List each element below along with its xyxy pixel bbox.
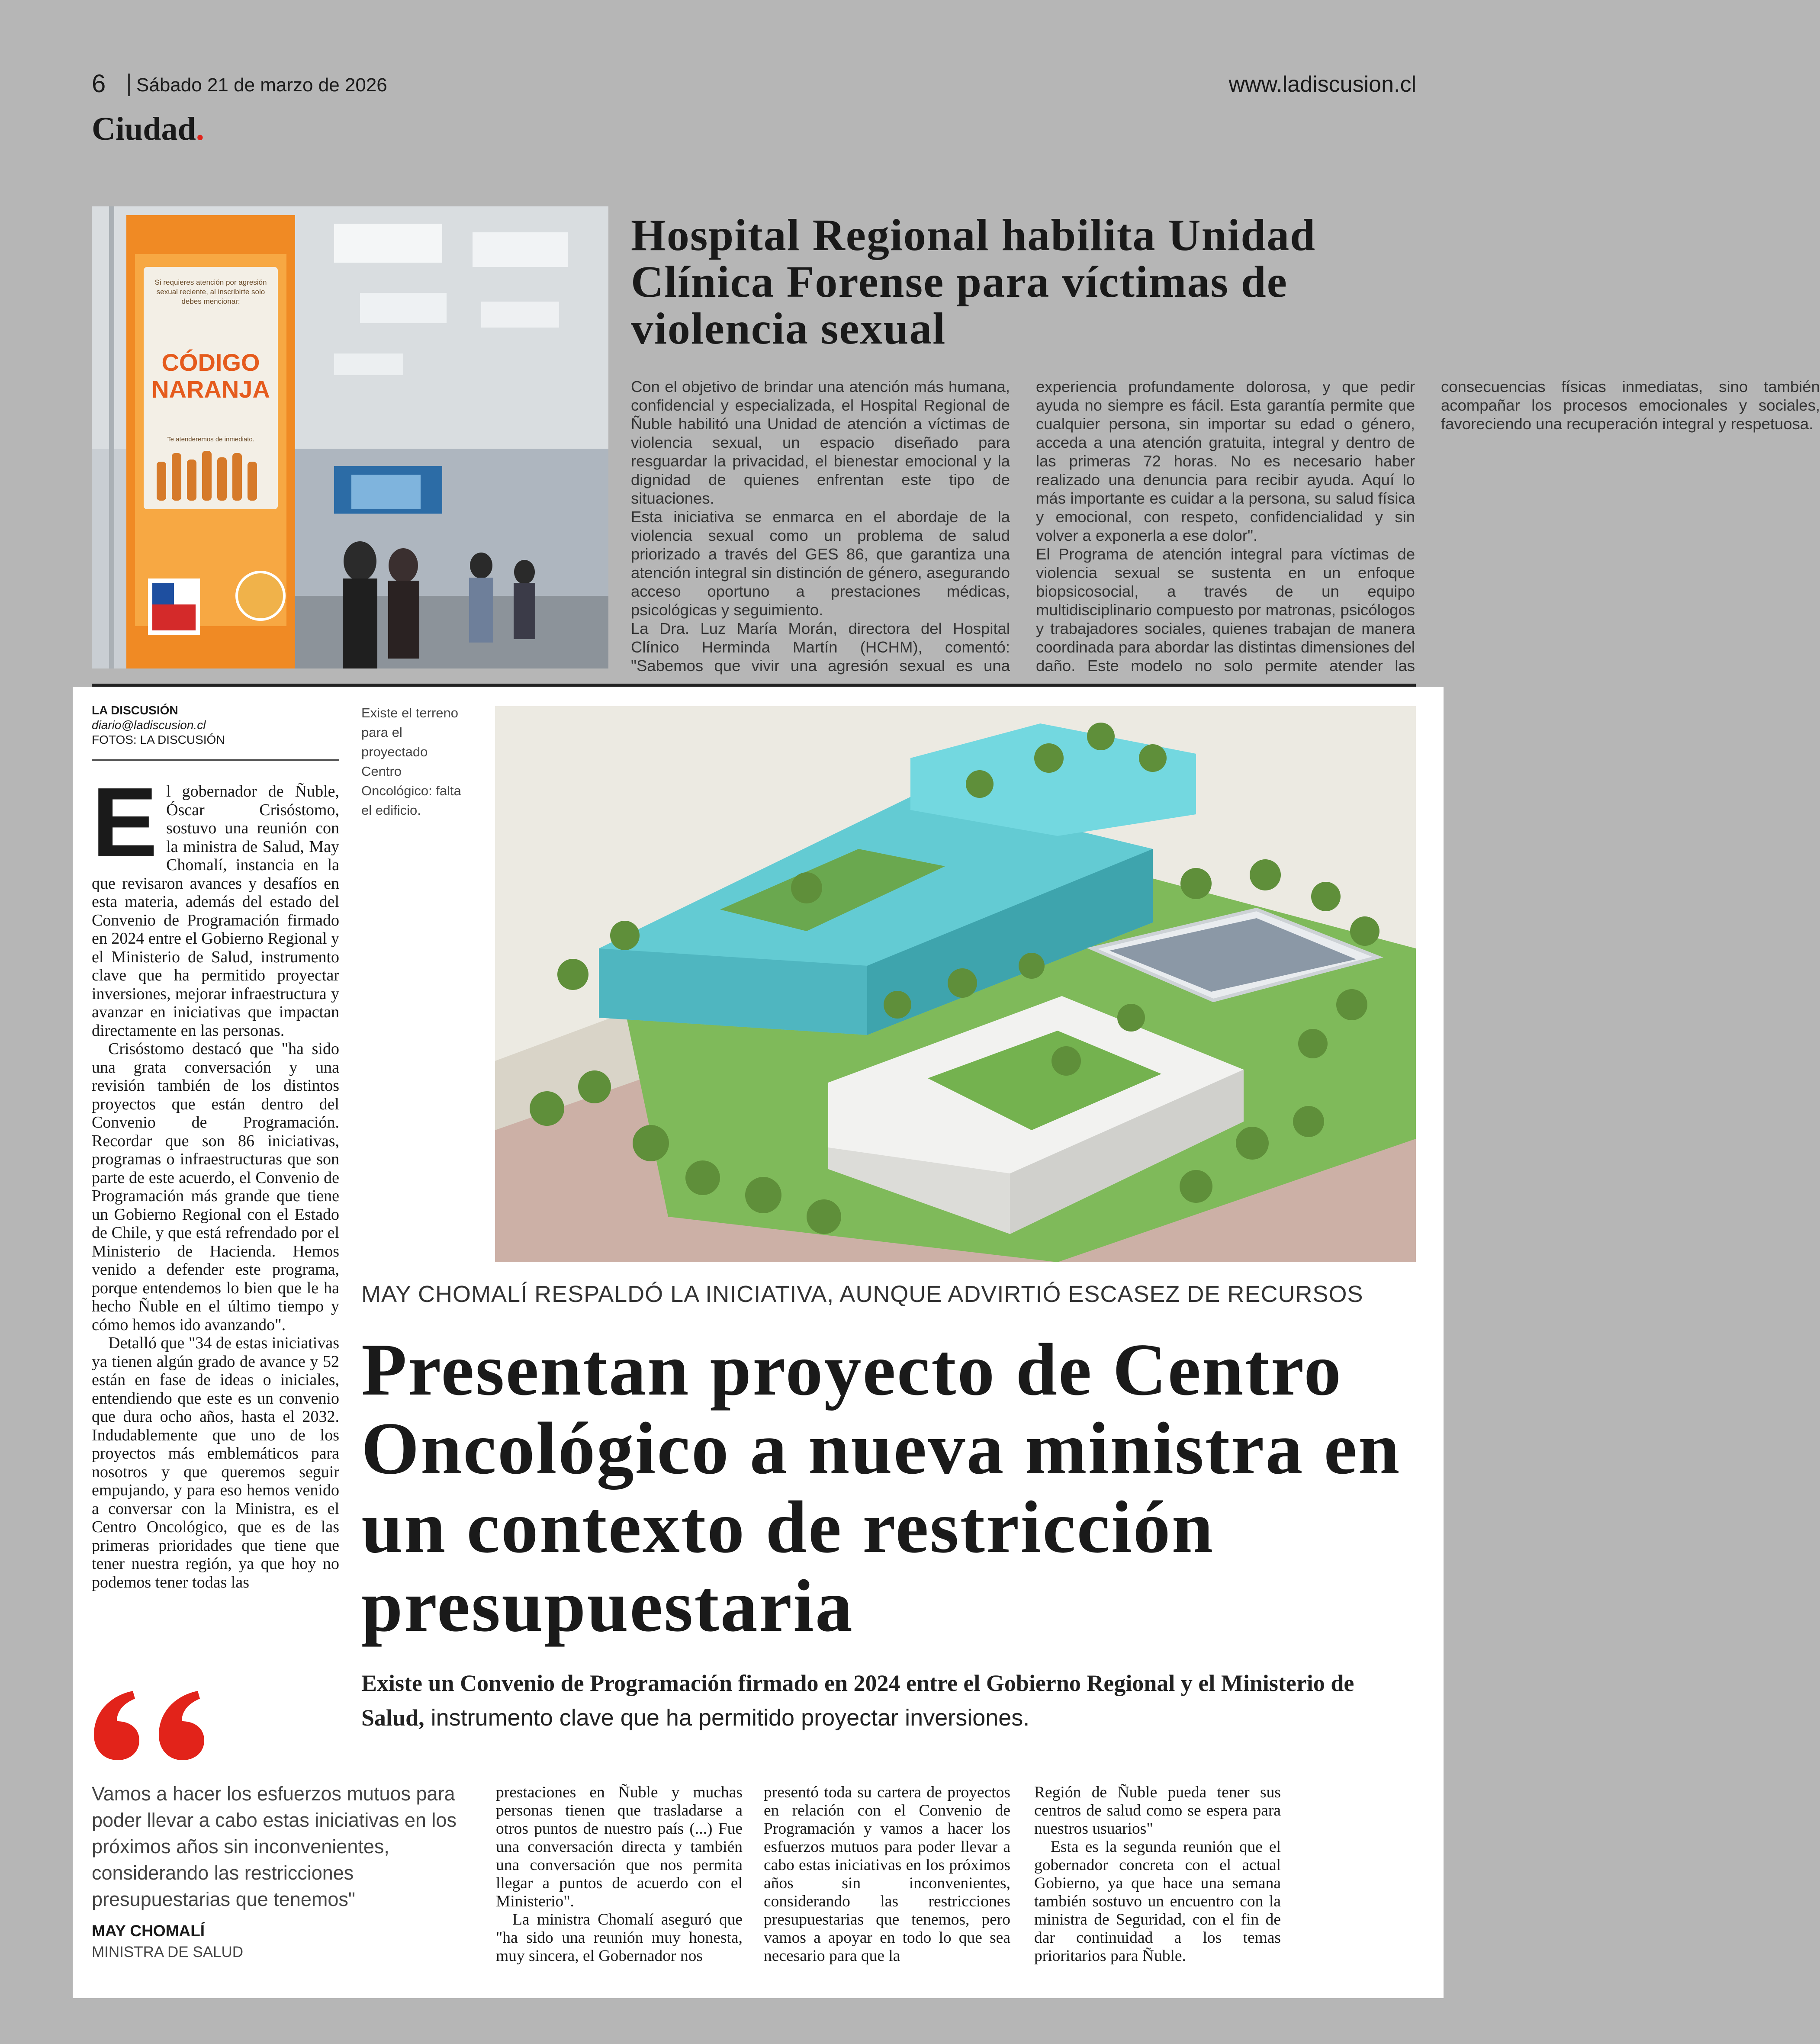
poster-code-line2: NARANJA: [151, 376, 270, 403]
story1-paragraph: La Dra. Luz María Morán, directora del Hospital Clínico Herminda Martín (HCHM), comentó: "Sabemos que vivir una agresión sexual es una experiencia profundamente dolorosa, y que pedir ayuda no siempre es fácil. Esta garantía permite que cualquier persona, sin importar su edad o género, acceda a una atención gratuita, integral y dentro de las primeras 72 horas. No es necesario haber realizado una denuncia para recibir ayuda. Aquí lo más importante es cuidar a la persona, su salud física y emocional, con respeto, confidencialidad y sin volver a exponerla a ese dolor".: [631, 378, 1415, 675]
byline-email[interactable]: diario@ladiscusion.cl: [92, 718, 206, 732]
quote-author: MAY CHOMALÍ: [92, 1922, 205, 1940]
byline-photos: FOTOS: LA DISCUSIÓN: [92, 733, 225, 746]
pull-quote: Vamos a hacer los esfuerzos mutuos para poder llevar a cabo estas iniciativas en los próximos años sin inconvenientes, considerando las restricciones presupuestarias que tenemos": [92, 1783, 457, 1910]
quote-mark-icon: [92, 1687, 209, 1763]
story1-body: [631, 377, 1820, 676]
byline-outlet: LA DISCUSIÓN: [92, 704, 178, 717]
story1-paragraph: Con el objetivo de brindar una atención más humana, confidencial y especializada, el Hospital Regional de Ñuble habilitó una Unidad de atención a víctimas de violencia sexual, un espacio diseñado para resguardar la privacidad, el bienestar emocional y la dignidad de quienes enfrentan este tipo de situaciones.: [631, 378, 1010, 507]
byline-divider: [92, 759, 339, 761]
website-link[interactable]: www.ladiscusion.cl: [1228, 72, 1416, 97]
quote-role: MINISTRA DE SALUD: [92, 1944, 244, 1960]
deck-rest: instrumento clave que ha permitido proyectar inversiones.: [424, 1705, 1030, 1731]
story2-paragraph: La ministra Chomalí aseguró que "ha sido una reunión muy honesta, muy sincera, el Gobernador nos: [496, 1911, 743, 1965]
page-number: 6: [92, 70, 106, 98]
drop-cap: E: [92, 768, 158, 877]
story2-headline: Presentan proyecto de Centro Oncológico a nueva ministra en un contexto de restricción presupuestaria: [361, 1329, 1401, 1647]
poster-code: [141, 349, 280, 403]
issue-date: Sábado 21 de marzo de 2026: [136, 74, 387, 96]
story1-headline: Hospital Regional habilita Unidad Clínica Forense para víctimas de violencia sexual: [631, 210, 1316, 354]
oncology-center-render: [495, 706, 1416, 1262]
story2-kicker: MAY CHOMALÍ RESPALDÓ LA INICIATIVA, AUNQUE ADVIRTIÓ ESCASEZ DE RECURSOS: [361, 1281, 1363, 1307]
story1-paragraph: Esta iniciativa se enmarca en el abordaje de la violencia sexual como un problema de salud priorizado a través del GES 86, que garantiza una atención integral sin distinción de género, asegurando acceso oportuno a prestaciones médicas, psicológicas y seguimiento.: [631, 508, 1010, 619]
story2-paragraph: Esta es la segunda reunión que el gobernador concreta con el actual Gobierno, ya que hace una semana también sostuvo un encuentro con la ministra de Seguridad, con el fin de dar continuidad a los temas prioritarios para Ñuble.: [1034, 1838, 1281, 1965]
deck-bold: Existe un Convenio de Programación firmado en 2024 entre el Gobierno Regional y el Ministerio de Salud,: [361, 1670, 1354, 1731]
photo-caption: Existe el terreno para el proyectado Centro Oncológico: falta el edificio.: [361, 705, 461, 818]
story2-column-4: [1034, 1784, 1281, 1978]
story1-paragraph: El Programa de atención integral para víctimas de violencia sexual se sustenta en un enfoque biopsicosocial, a través de un equipo multidisciplinario compuesto por matronas, psicólogos y trabajadores sociales, quienes trabajan de manera coordinada para abordar las distintas dimensiones del daño. Este modelo no solo permite atender las consecuencias físicas inmediatas, sino también acompañar los procesos emocionales y sociales, favoreciendo una recuperación integral y respetuosa.: [1036, 378, 1820, 675]
story2-column-3: [764, 1784, 1010, 1978]
story2-paragraph: Crisóstomo destacó que "ha sido una grata conversación y una revisión también de los distintos proyectos que están dentro del Convenio de Programación. Recordar que son 86 iniciativas, programas o infraestructuras que son parte de este acuerdo, el Convenio de Programación más grande que tiene un Gobierno Regional con el Estado de Chile, y que está refrendado por el Ministerio de Hacienda. Hemos venido a defender este programa, porque entendemos lo bien que le ha hecho Ñuble en el último tiempo y cómo hemos ido avanzando".: [92, 1040, 339, 1334]
poster-bottom-text: Te atenderemos de inmediato.: [167, 436, 254, 443]
story2-paragraph: prestaciones en Ñuble y muchas personas tienen que trasladarse a otros puntos de nuestro país (...) Fue una conversación directa y también una conversación que nos permita llegar a puntos de acuerdo con el Ministerio".: [496, 1784, 743, 1910]
section-name: Ciudad: [92, 111, 196, 147]
story2-deck: [361, 1666, 1417, 1735]
story2-column-1: [92, 768, 339, 1656]
story2-paragraph: Región de Ñuble pueda tener sus centros de salud como se espera para nuestros usuarios": [1034, 1784, 1281, 1838]
section-rule: [92, 684, 1416, 687]
header-divider: [128, 74, 130, 96]
lead-text: l gobernador de Ñuble, Óscar Crisóstomo, sostuvo una reunión con la ministra de Salud, May Chomalí, instancia en la que revisaron avances y desafíos en esta materia, además del estado del Convenio de Programación firmado en 2024 entre el Gobierno Regional y el Ministerio de Salud, instrumento clave que ha permitido proyectar inversiones, mejorar infraestructura y avanzar en iniciativas que impactan directamente en las personas.: [92, 782, 339, 1040]
story2-column-2: [496, 1784, 743, 1978]
story2-paragraph: Detalló que "34 de estas iniciativas ya tienen algún grado de avance y 52 están en fase de ideas o iniciales, entendiendo que este es un convenio que dura ocho años, hasta el 2032. Indudablemente que uno de los proyectos más emblemáticos para nosotros y que queremos seguir empujando, y para eso hemos venido a conversar con la Ministra, es el Centro Oncológico, que es de las primeras prioridades que tiene que tener nuestra región, ya que hoy no podemos tener todas las: [92, 1334, 339, 1591]
lead-paragraph: [92, 768, 339, 1040]
story2-paragraph: presentó toda su cartera de proyectos en relación con el Convenio de Programación y vamos a hacer los esfuerzos mutuos para poder llevar a cabo estas iniciativas en los próximos años sin inconvenientes, considerando las restricciones presupuestarias que tenemos, pero vamos a apoyar en todo lo que sea necesario para que la: [764, 1784, 1010, 1965]
section-title: [92, 110, 204, 148]
poster-small-text: Si requieres atención por agresión sexual reciente, al inscribirte solo debes mencionar:: [154, 278, 267, 305]
section-dot: .: [196, 111, 204, 147]
poster-code-line1: CÓDIGO: [161, 349, 260, 376]
byline: [92, 703, 338, 747]
hospital-photo: [92, 206, 608, 668]
